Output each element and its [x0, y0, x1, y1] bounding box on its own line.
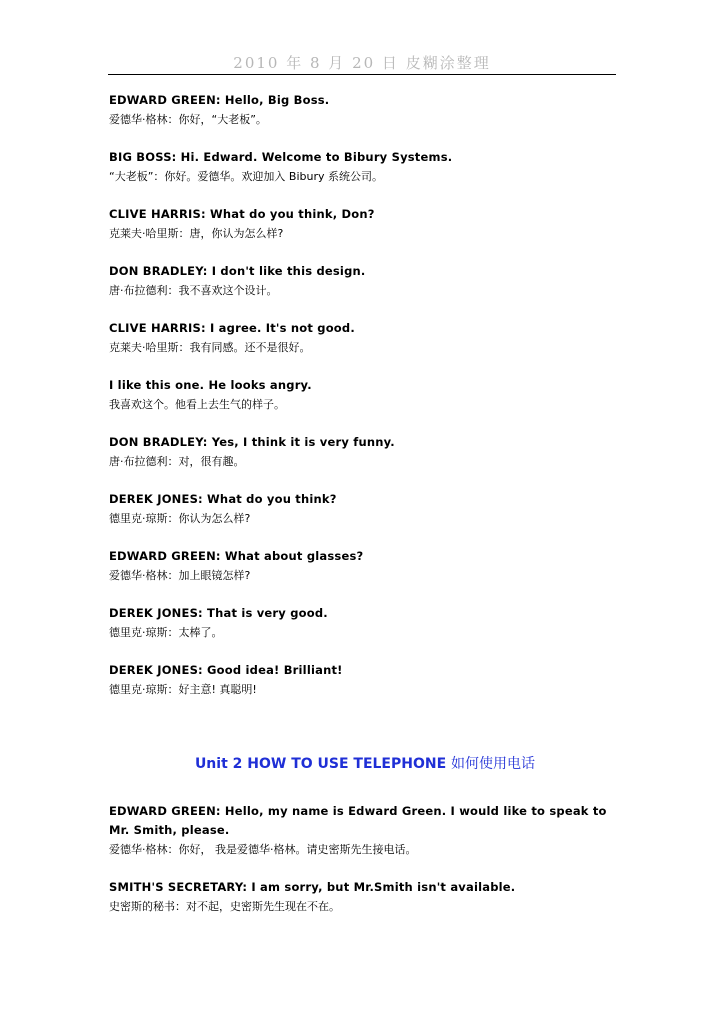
english-line: DON BRADLEY: Yes, I think it is very funny.: [109, 435, 395, 449]
dialogue-entry: [109, 148, 621, 186]
english-line: DEREK JONES: Good idea! Brilliant!: [109, 663, 343, 677]
dialogue-entry: [109, 802, 621, 859]
dialogue-entry: [109, 878, 621, 916]
dialogue-entry: [109, 433, 621, 471]
chinese-line: “大老板”：你好。爱德华。欢迎加入 Bibury 系统公司。: [109, 170, 383, 183]
chinese-line: 唐·布拉德利：我不喜欢这个设计。: [109, 284, 278, 297]
dialogue-entry: [109, 319, 621, 357]
english-line: EDWARD GREEN: What about glasses?: [109, 549, 364, 563]
dialogue-entry: [109, 604, 621, 642]
document-body: [109, 91, 621, 935]
chinese-line: 德里克·琼斯：你认为怎么样?: [109, 512, 251, 525]
dialogue-entry: [109, 205, 621, 243]
english-line: EDWARD GREEN: Hello, my name is Edward Green. I would like to speak to Mr. Smith, please.: [109, 804, 607, 837]
unit-title-chinese: 如何使用电话: [451, 756, 536, 772]
chinese-line: 史密斯的秘书：对不起，史密斯先生现在不在。: [109, 900, 340, 913]
english-line: DON BRADLEY: I don't like this design.: [109, 264, 366, 278]
unit-heading: [109, 754, 621, 774]
dialogue-entry: [109, 262, 621, 300]
english-line: CLIVE HARRIS: I agree. It's not good.: [109, 321, 355, 335]
english-line: SMITH'S SECRETARY: I am sorry, but Mr.Smith isn't available.: [109, 880, 516, 894]
chinese-line: 德里克·琼斯：好主意! 真聪明!: [109, 683, 257, 696]
page-header: [108, 52, 616, 75]
unit-title-english: Unit 2 HOW TO USE TELEPHONE: [194, 756, 447, 772]
english-line: EDWARD GREEN: Hello, Big Boss.: [109, 93, 330, 107]
chinese-line: 爱德华·格林：你好，“大老板”。: [109, 113, 267, 126]
header-text: 2010 年 8 月 20 日 皮糊涂整理: [233, 54, 491, 72]
chinese-line: 爱德华·格林：你好， 我是爱德华·格林。请史密斯先生接电话。: [109, 843, 417, 856]
chinese-line: 爱德华·格林：加上眼镜怎样?: [109, 569, 251, 582]
chinese-line: 克莱夫·哈里斯：唐，你认为怎么样?: [109, 227, 284, 240]
dialogue-entry: [109, 376, 621, 414]
english-line: DEREK JONES: That is very good.: [109, 606, 328, 620]
chinese-line: 唐·布拉德利：对，很有趣。: [109, 455, 245, 468]
english-line: BIG BOSS: Hi. Edward. Welcome to Bibury Systems.: [109, 150, 453, 164]
dialogue-entry: [109, 547, 621, 585]
chinese-line: 德里克·琼斯：太棒了。: [109, 626, 223, 639]
english-line: I like this one. He looks angry.: [109, 378, 312, 392]
chinese-line: 我喜欢这个。他看上去生气的样子。: [109, 398, 285, 411]
dialogue-entry: [109, 91, 621, 129]
english-line: DEREK JONES: What do you think?: [109, 492, 337, 506]
chinese-line: 克莱夫·哈里斯：我有同感。还不是很好。: [109, 341, 311, 354]
english-line: CLIVE HARRIS: What do you think, Don?: [109, 207, 375, 221]
dialogue-entry: [109, 490, 621, 528]
dialogue-entry: [109, 661, 621, 699]
